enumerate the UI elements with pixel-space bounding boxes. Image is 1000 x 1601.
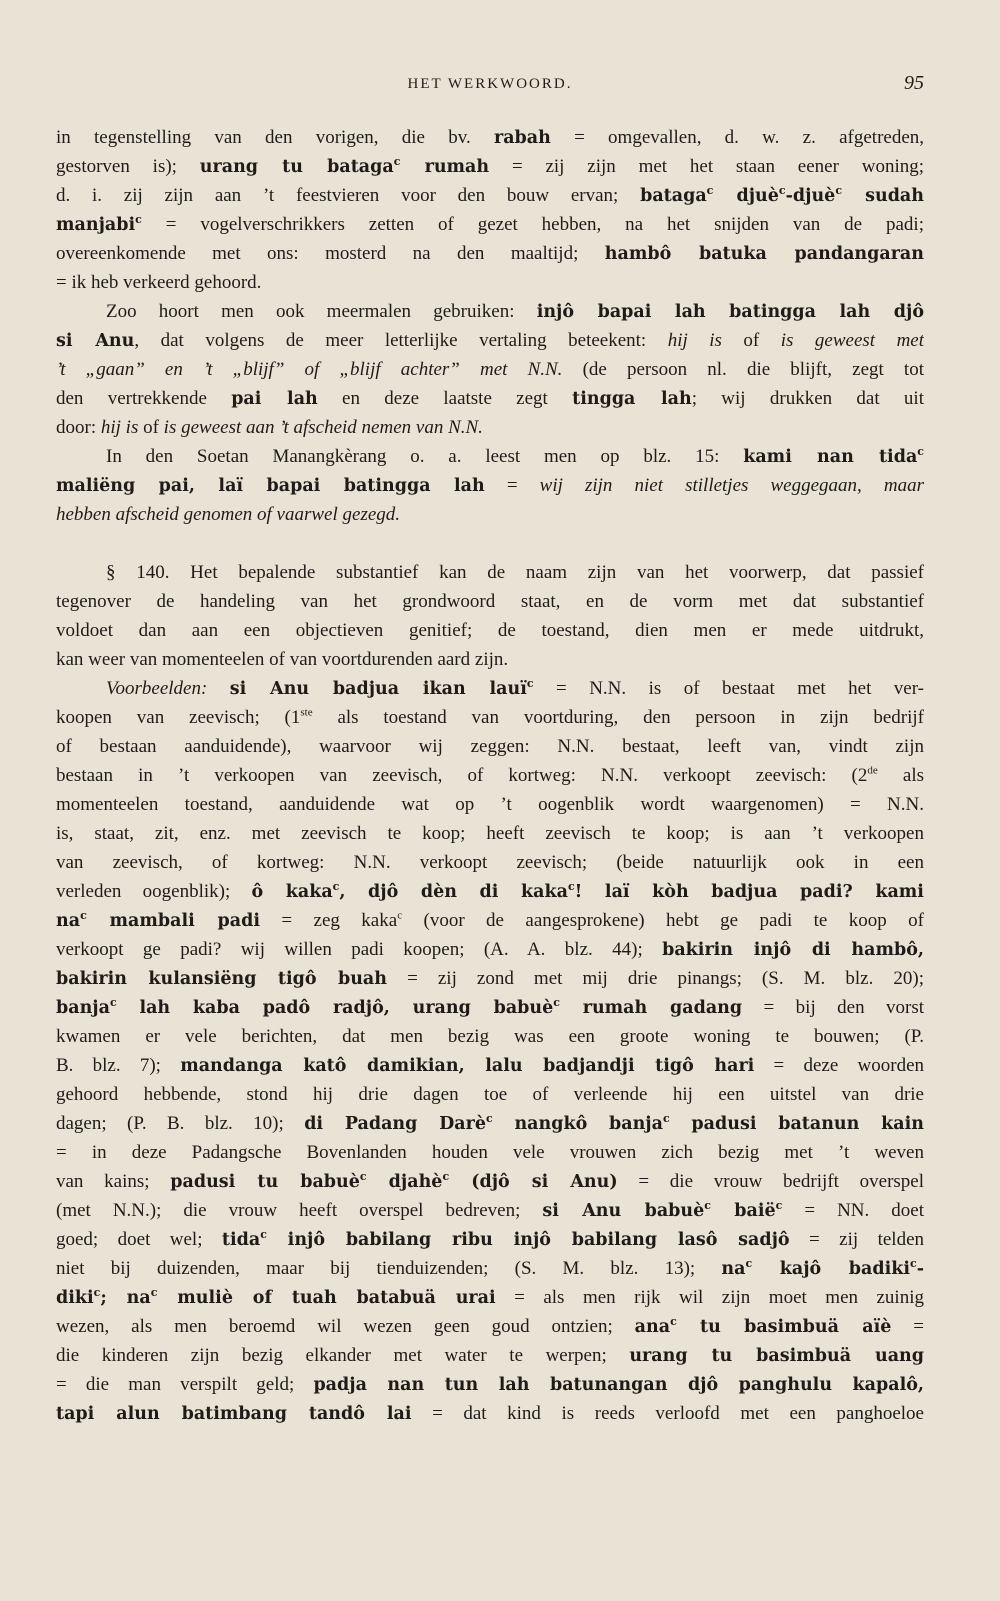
text-line: verkoopt ge padi? wij willen padi koopen; (A. A. blz. 44); bakirin injô di hambô, (56, 939, 924, 960)
text-line: of bestaan aanduidende), waarvoor wij zeggen: N.N. bestaat, leeft van, vindt zijn (56, 736, 924, 757)
text-line: goed; doet wel; tida$^c$ injô babilang ribu injô babilang lasô sadjô = zij telden (56, 1228, 924, 1250)
text-line: van kains; padusi tu babuè$^c$ djahè$^c$ (djô si Anu) = die vrouw bedrijft overspel (56, 1170, 924, 1192)
text-line: banja$^c$ lah kaba padô radjô, urang babuè$^c$ rumah gadang = bij den vorst (56, 996, 924, 1018)
text-line: verleden oogenblik); ô kaka$^c$, djô dèn di kaka$^c$! laï kòh badjua padi? kami (56, 880, 924, 902)
text-line: bestaan in ’t verkoopen van zeevisch, of kortweg: N.N. verkoopt zeevisch: (2de als (56, 764, 924, 786)
text-line: tapi alun batimbang tandô lai = dat kind is reeds verloofd met een panghoeloe (56, 1403, 924, 1424)
page-number: 95 (904, 72, 924, 94)
running-head: HET WERKWOORD. (407, 76, 573, 92)
text-line: kwamen er vele berichten, dat men bezig was een groote woning te bouwen; (P. (56, 1026, 924, 1047)
text-line: is, staat, zit, enz. met zeevisch te koop; heeft zeevisch te koop; is aan ’t verkoopen (56, 823, 924, 844)
text-line: maliëng pai, laï bapai batingga lah = wij zijn niet stilletjes weggegaan, maar (56, 475, 924, 496)
text-line: Zoo hoort men ook meermalen gebruiken: injô bapai lah batingga lah djô (106, 301, 924, 322)
text-line: bakirin kulansiëng tigô buah = zij zond met mij drie pinangs; (S. M. blz. 20); (56, 968, 924, 989)
text-line: si Anu, dat volgens de meer letterlijke vertaling beteekent: hij is of is geweest met (56, 330, 924, 351)
text-line: (met N.N.); die vrouw heeft overspel bedreven; si Anu babuè$^c$ baië$^c$ = NN. doet (56, 1199, 924, 1221)
text-line: voldoet dan aan een objectieven genitief; de toestand, dien men er mede uitdrukt, (56, 620, 924, 641)
text-line: $na^c$ mambali padi = zeg kaka$^c$ (voor de aangesprokene) hebt ge padi te koop of (56, 909, 924, 931)
text-line: door: hij is of is geweest aan ’t afscheid nemen van N.N. (56, 417, 483, 438)
text-line: van zeevisch, of kortweg: N.N. verkoopt zeevisch; (beide natuurlijk ook in een (56, 852, 924, 873)
text-line: koopen van zeevisch; (1ste als toestand van voortduring, den persoon in zijn bedrijf (56, 706, 924, 728)
text-line: niet bij duizenden, maar bij tienduizenden; (S. M. blz. 13); $na^c$ kajô badiki$^c$- (56, 1257, 924, 1279)
text-line: In den Soetan Manangkèrang o. a. leest men op blz. 15: kami nan tida$^c$ (106, 445, 924, 467)
text-line: in tegenstelling van den vorigen, die bv. rabah = omgevallen, d. w. z. afgetreden, (56, 127, 924, 148)
page-header (56, 72, 924, 102)
text-line: d. i. zij zijn aan ’t feestvieren voor den bouw ervan; bataga$^c$ djuè$^c$-djuè$^c$ sudah (56, 184, 924, 206)
text-line: Voorbeelden: si Anu badjua ikan lauï$^c$ = N.N. is of bestaat met het ver- (106, 677, 924, 699)
text-line: B. blz. 7); mandanga katô damikian, lalu badjandji tigô hari = deze woorden (56, 1055, 924, 1076)
text-line: gehoord hebbende, stond hij drie dagen toe of verleende hij een uitstel van drie (56, 1084, 924, 1105)
text-line: manjabi$^c$ = vogelverschrikkers zetten of gezet hebben, na het snijden van de padi; (56, 213, 924, 235)
text-line: gestorven is); urang tu bataga$^c$ rumah = zij zijn met het staan eener woning; (56, 155, 924, 177)
text-line: momenteelen toestand, aanduidende wat op ’t oogenblik wordt waargenomen) = N.N. (56, 794, 924, 815)
text-line: tegenover de handeling van het grondwoord staat, en de vorm met dat substantief (56, 591, 924, 612)
text-line: kan weer van momenteelen of van voortdurenden aard zijn. (56, 649, 509, 670)
text-line: den vertrekkende pai lah en deze laatste zegt tingga lah; wij drukken dat uit (56, 388, 924, 409)
text-line: hebben afscheid genomen of vaarwel gezegd. (56, 504, 401, 525)
text-line: wezen, als men beroemd wil wezen geen goud ontzien; ana$^c$ tu basimbuä aïè = (56, 1315, 924, 1337)
text-line: ’t „gaan” en ’t „blijf” of „blijf achter” met N.N. (de persoon nl. die blijft, zegt tot (56, 359, 924, 380)
text-line: = die man verspilt geld; padja nan tun lah batunangan djô panghulu kapalô, (56, 1374, 924, 1395)
text-line: = in deze Padangsche Bovenlanden houden vele vrouwen zich bezig met ’t weven (56, 1142, 924, 1163)
text-line: § 140. Het bepalende substantief kan de naam zijn van het voorwerp, dat passief (106, 562, 924, 583)
text-line: = ik heb verkeerd gehoord. (56, 272, 262, 293)
text-line: diki$^c$; $na^c$ muliè of tuah batabuä urai = als men rijk wil zijn moet men zuinig (56, 1286, 924, 1308)
text-line: die kinderen zijn bezig elkander met water te werpen; urang tu basimbuä uang (56, 1345, 924, 1366)
text-line: overeenkomende met ons: mosterd na den maaltijd; hambô batuka pandangaran (56, 243, 924, 264)
text-line: dagen; (P. B. blz. 10); di Padang Darè$^c$ nangkô banja$^c$ padusi batanun kain (56, 1112, 924, 1134)
